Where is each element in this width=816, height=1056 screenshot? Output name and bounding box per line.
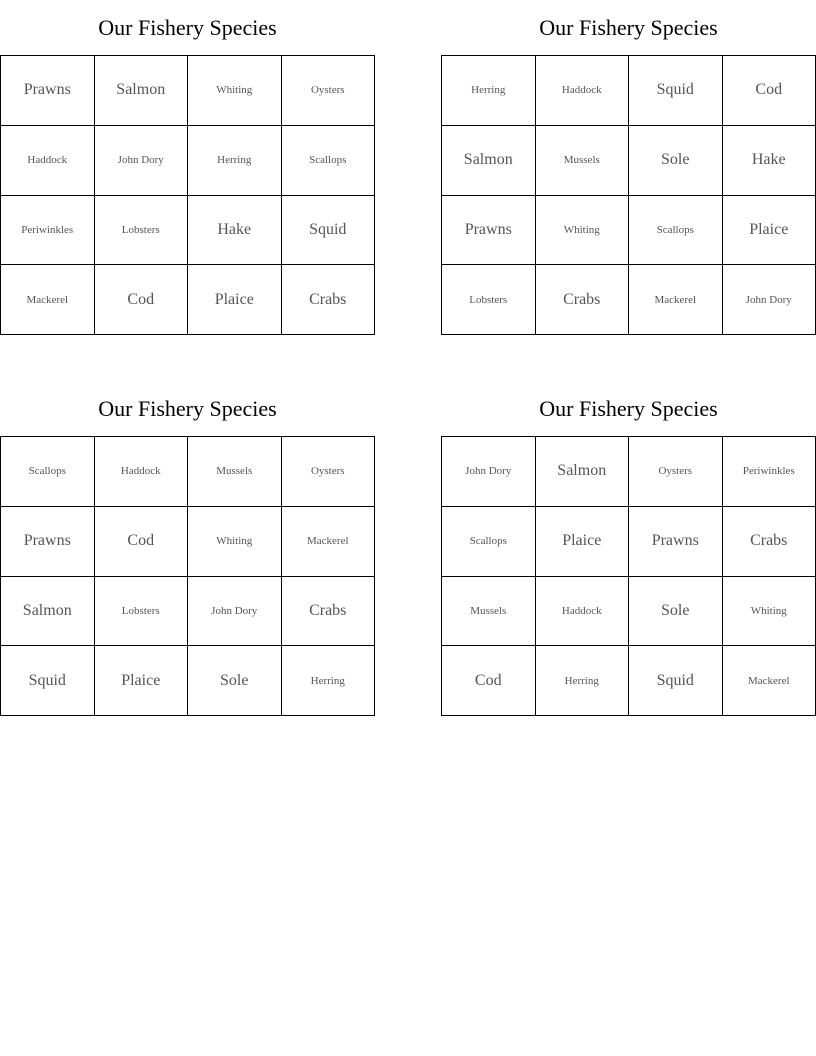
grid-cell: Salmon bbox=[95, 56, 189, 126]
card-title: Our Fishery Species bbox=[539, 15, 718, 40]
grid-cell: Haddock bbox=[1, 126, 95, 196]
grid-cell: Mackerel bbox=[723, 646, 816, 716]
bingo-card-1 bbox=[0, 0, 375, 335]
grid-cell: Whiting bbox=[188, 507, 282, 577]
grid-cell: Salmon bbox=[442, 126, 536, 196]
bingo-card-2 bbox=[441, 0, 816, 335]
grid-cell: Mackerel bbox=[282, 507, 376, 577]
grid-cell: Scallops bbox=[629, 196, 723, 266]
card-title: Our Fishery Species bbox=[98, 15, 277, 40]
grid-cell: Sole bbox=[629, 577, 723, 647]
species-grid bbox=[441, 436, 816, 716]
bingo-card-3 bbox=[0, 381, 375, 716]
grid-cell: Crabs bbox=[723, 507, 816, 577]
grid-cell: Squid bbox=[629, 56, 723, 126]
grid-cell: Herring bbox=[536, 646, 630, 716]
grid-cell: Crabs bbox=[282, 577, 376, 647]
grid-cell: Herring bbox=[282, 646, 376, 716]
species-grid bbox=[0, 55, 375, 335]
grid-cell: Lobsters bbox=[442, 265, 536, 335]
grid-cell: Herring bbox=[188, 126, 282, 196]
grid-cell: Whiting bbox=[188, 56, 282, 126]
grid-cell: Crabs bbox=[536, 265, 630, 335]
grid-cell: Lobsters bbox=[95, 577, 189, 647]
grid-cell: Herring bbox=[442, 56, 536, 126]
grid-cell: Periwinkles bbox=[1, 196, 95, 266]
species-grid bbox=[441, 55, 816, 335]
grid-cell: Periwinkles bbox=[723, 437, 816, 507]
grid-cell: John Dory bbox=[723, 265, 816, 335]
grid-cell: Salmon bbox=[1, 577, 95, 647]
grid-cell: Squid bbox=[282, 196, 376, 266]
grid-cell: Mackerel bbox=[629, 265, 723, 335]
grid-cell: Whiting bbox=[723, 577, 816, 647]
grid-cell: Prawns bbox=[1, 56, 95, 126]
grid-cell: Mussels bbox=[536, 126, 630, 196]
grid-cell: Prawns bbox=[442, 196, 536, 266]
grid-cell: Plaice bbox=[723, 196, 816, 266]
grid-cell: Hake bbox=[188, 196, 282, 266]
grid-cell: John Dory bbox=[442, 437, 536, 507]
grid-cell: Mussels bbox=[188, 437, 282, 507]
grid-cell: Plaice bbox=[188, 265, 282, 335]
grid-cell: Scallops bbox=[282, 126, 376, 196]
grid-cell: Cod bbox=[95, 265, 189, 335]
grid-cell: Plaice bbox=[536, 507, 630, 577]
grid-cell: Oysters bbox=[629, 437, 723, 507]
grid-cell: Scallops bbox=[442, 507, 536, 577]
species-grid bbox=[0, 436, 375, 716]
card-title: Our Fishery Species bbox=[98, 396, 277, 421]
grid-cell: Sole bbox=[629, 126, 723, 196]
grid-cell: Hake bbox=[723, 126, 816, 196]
grid-cell: Crabs bbox=[282, 265, 376, 335]
grid-cell: Haddock bbox=[536, 577, 630, 647]
grid-cell: Cod bbox=[95, 507, 189, 577]
card-title: Our Fishery Species bbox=[539, 396, 718, 421]
grid-cell: Salmon bbox=[536, 437, 630, 507]
grid-cell: Haddock bbox=[95, 437, 189, 507]
grid-cell: Squid bbox=[629, 646, 723, 716]
grid-cell: Prawns bbox=[629, 507, 723, 577]
grid-cell: Oysters bbox=[282, 437, 376, 507]
grid-cell: Plaice bbox=[95, 646, 189, 716]
grid-cell: Sole bbox=[188, 646, 282, 716]
grid-cell: Whiting bbox=[536, 196, 630, 266]
bingo-card-4 bbox=[441, 381, 816, 716]
grid-cell: Lobsters bbox=[95, 196, 189, 266]
grid-cell: Oysters bbox=[282, 56, 376, 126]
grid-cell: Haddock bbox=[536, 56, 630, 126]
grid-cell: John Dory bbox=[188, 577, 282, 647]
grid-cell: Scallops bbox=[1, 437, 95, 507]
grid-cell: Mussels bbox=[442, 577, 536, 647]
grid-cell: Cod bbox=[723, 56, 816, 126]
grid-cell: John Dory bbox=[95, 126, 189, 196]
grid-cell: Cod bbox=[442, 646, 536, 716]
grid-cell: Prawns bbox=[1, 507, 95, 577]
grid-cell: Squid bbox=[1, 646, 95, 716]
grid-cell: Mackerel bbox=[1, 265, 95, 335]
